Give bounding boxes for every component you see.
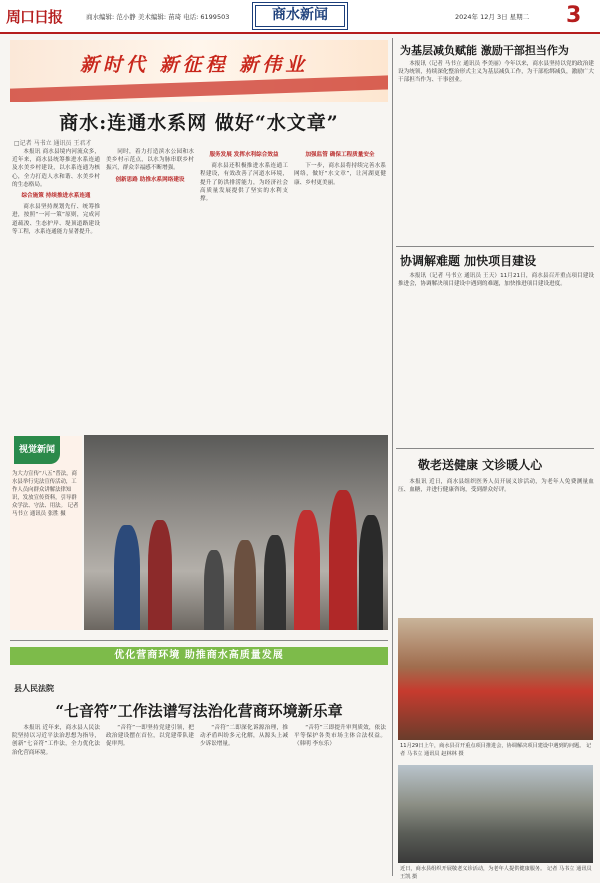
masthead-staff: 商水编辑: 范小静 美术编辑: 苗琦 电话: 6199503 <box>86 13 230 21</box>
right-headline-1: 为基层减负赋能 激励干部担当作为 <box>400 44 569 57</box>
lead-column-2 <box>106 148 194 430</box>
right-paragraph: 本报讯 近日，商水县组织医务人员开展义诊活动，为老年人免费测量血压、血糖，并进行健康咨询，受到群众好评。 <box>398 479 594 494</box>
lead-paragraph: 下一步，商水县将持续完善水系网络，做好“水文章”，让河湖更健康、乡村更美丽。 <box>294 163 386 186</box>
section-divider <box>396 246 594 247</box>
issue-date: 2024年 12月 3日 星期二 <box>455 13 530 21</box>
lead-subhead-2: 创新思路 助推水系网络建设 <box>115 176 185 183</box>
right-paragraph: 本报讯（记者 马书立 通讯员 王天）11月21日，商水县召开重点项目建设推进会，协调解决项目建设中遇到的难题，加快推进项目建设进度。 <box>398 273 594 288</box>
right-article-3 <box>398 478 594 612</box>
photo-caption: 为大力宣传“八五”普法，商水县举行宪法宣传活动，工作人员向群众讲解法律知识，发放宣传资料，引导群众学法、守法、用法。 记者 马书立 通讯员 张胜 摄 <box>12 471 79 517</box>
right-article-1 <box>398 60 594 240</box>
right-article-2 <box>398 272 594 442</box>
photo-figure <box>294 510 320 630</box>
photo-caption-panel <box>10 436 82 630</box>
masthead <box>0 0 600 34</box>
lead-column-3 <box>200 148 288 430</box>
banner-slogan: 新时代 新征程 新伟业 <box>80 54 309 76</box>
lead-paragraph: 商水县坚持规划先行、统筹推进，按照“一河一策”原则，完成河道疏浚、生态护岸、堤顶道路建设等工程，水系连通能力显著提升。 <box>12 204 100 235</box>
lead-headline: 商水:连通水系网 做好“水文章” <box>59 112 339 134</box>
court-unit: 县人民法院 <box>14 684 54 693</box>
right-headline-2: 协调解难题 加快项目建设 <box>400 254 537 268</box>
photo-figure <box>148 520 172 630</box>
lead-column-1 <box>12 148 100 430</box>
section-divider <box>10 640 388 641</box>
court-paragraph: “音符”三即提升审判质效，依法平等保护各类市场主体合法权益。（韩明 李东乐） <box>294 725 386 748</box>
photo-figure <box>359 515 383 630</box>
photo-figure <box>114 525 140 630</box>
photo-figure <box>234 540 256 630</box>
court-paragraph: “音符”一即坚持党建引领，把政治建设摆在首位，以党建带队建促审判。 <box>106 725 194 748</box>
slogan-banner <box>10 40 388 102</box>
news-photo <box>84 435 388 630</box>
right-paragraph: 本报讯（记者 马书立 通讯员 李美丽）今年以来，商水县坚持以党的政治建设为统领，持续深化整治形式主义为基层减负工作，为干部松绑减负，激励广大干部担当作为、干事创业。 <box>398 61 594 84</box>
court-paragraph: 本报讯 近年来，商水县人民法院坚持以习近平法治思想为指导，创新“七音符”工作法，全力优化法治化营商环境。 <box>12 725 100 756</box>
court-column-1 <box>12 724 100 874</box>
right-photo-caption-2: 近日，商水县组织开展敬老义诊活动，为老年人提供健康服务。 记者 马书立 通讯员 王凯 摄 <box>400 866 592 880</box>
court-column-2 <box>106 724 194 874</box>
right-photo-caption-1: 11月29日上午，商水县召开重点项目推进会，协调解决项目建设中遇到的问题。 记者 马书立 通讯员 赵林林 摄 <box>400 743 592 757</box>
visual-news-tag: 视觉新闻 <box>14 436 60 464</box>
lead-byline: □记者 马书立 通讯员 王君才 <box>14 140 92 147</box>
court-headline: “七音符”工作法谱写法治化营商环境新乐章 <box>55 702 343 720</box>
court-column-4 <box>294 724 386 874</box>
right-headline-3: 敬老送健康 文诊暖人心 <box>418 458 543 472</box>
lead-subhead-4: 加强监管 确保工程质量安全 <box>305 152 375 158</box>
lead-paragraph: 同时，着力打造滨水公园和水美乡村示范点，以水为脉串联乡村振兴，群众幸福感不断增强。 <box>106 149 194 172</box>
photo-figure <box>264 535 286 630</box>
theme-strip: 优化营商环境 助推商水高质量发展 <box>10 647 388 665</box>
masthead-logo: 周口日报 <box>6 8 63 26</box>
page-number: 3 <box>566 3 582 28</box>
court-paragraph: “音符”二即深化诉源治理，推动矛盾纠纷多元化解，从源头上减少诉讼增量。 <box>200 725 288 748</box>
lead-column-4 <box>294 148 386 430</box>
lead-paragraph: 本报讯 商水县境内河流众多，近年来，商水县统筹推进水系连通及水美乡村建设，以水系连通为核心，全力打造人水和谐、水美乡村的生态格局。 <box>12 149 100 188</box>
column-divider <box>392 38 393 876</box>
lead-subhead-1: 综合施策 持续推进水系连通 <box>21 193 91 200</box>
clinic-event-photo <box>398 765 593 863</box>
lead-paragraph: 商水县还积极推进水系连通工程建设，有效改善了河道水环境，提升了防洪排涝能力，为经济社会高质量发展提供了坚实的水利支撑。 <box>200 163 288 203</box>
lead-subhead-3: 服务发展 发挥水利综合效益 <box>209 152 279 158</box>
section-title: 商水新闻 <box>255 5 345 27</box>
court-column-3 <box>200 724 288 874</box>
photo-figure <box>204 550 224 630</box>
project-meeting-photo <box>398 618 593 740</box>
section-divider <box>396 448 594 449</box>
banner-ribbon <box>10 75 388 102</box>
photo-figure <box>329 490 357 630</box>
